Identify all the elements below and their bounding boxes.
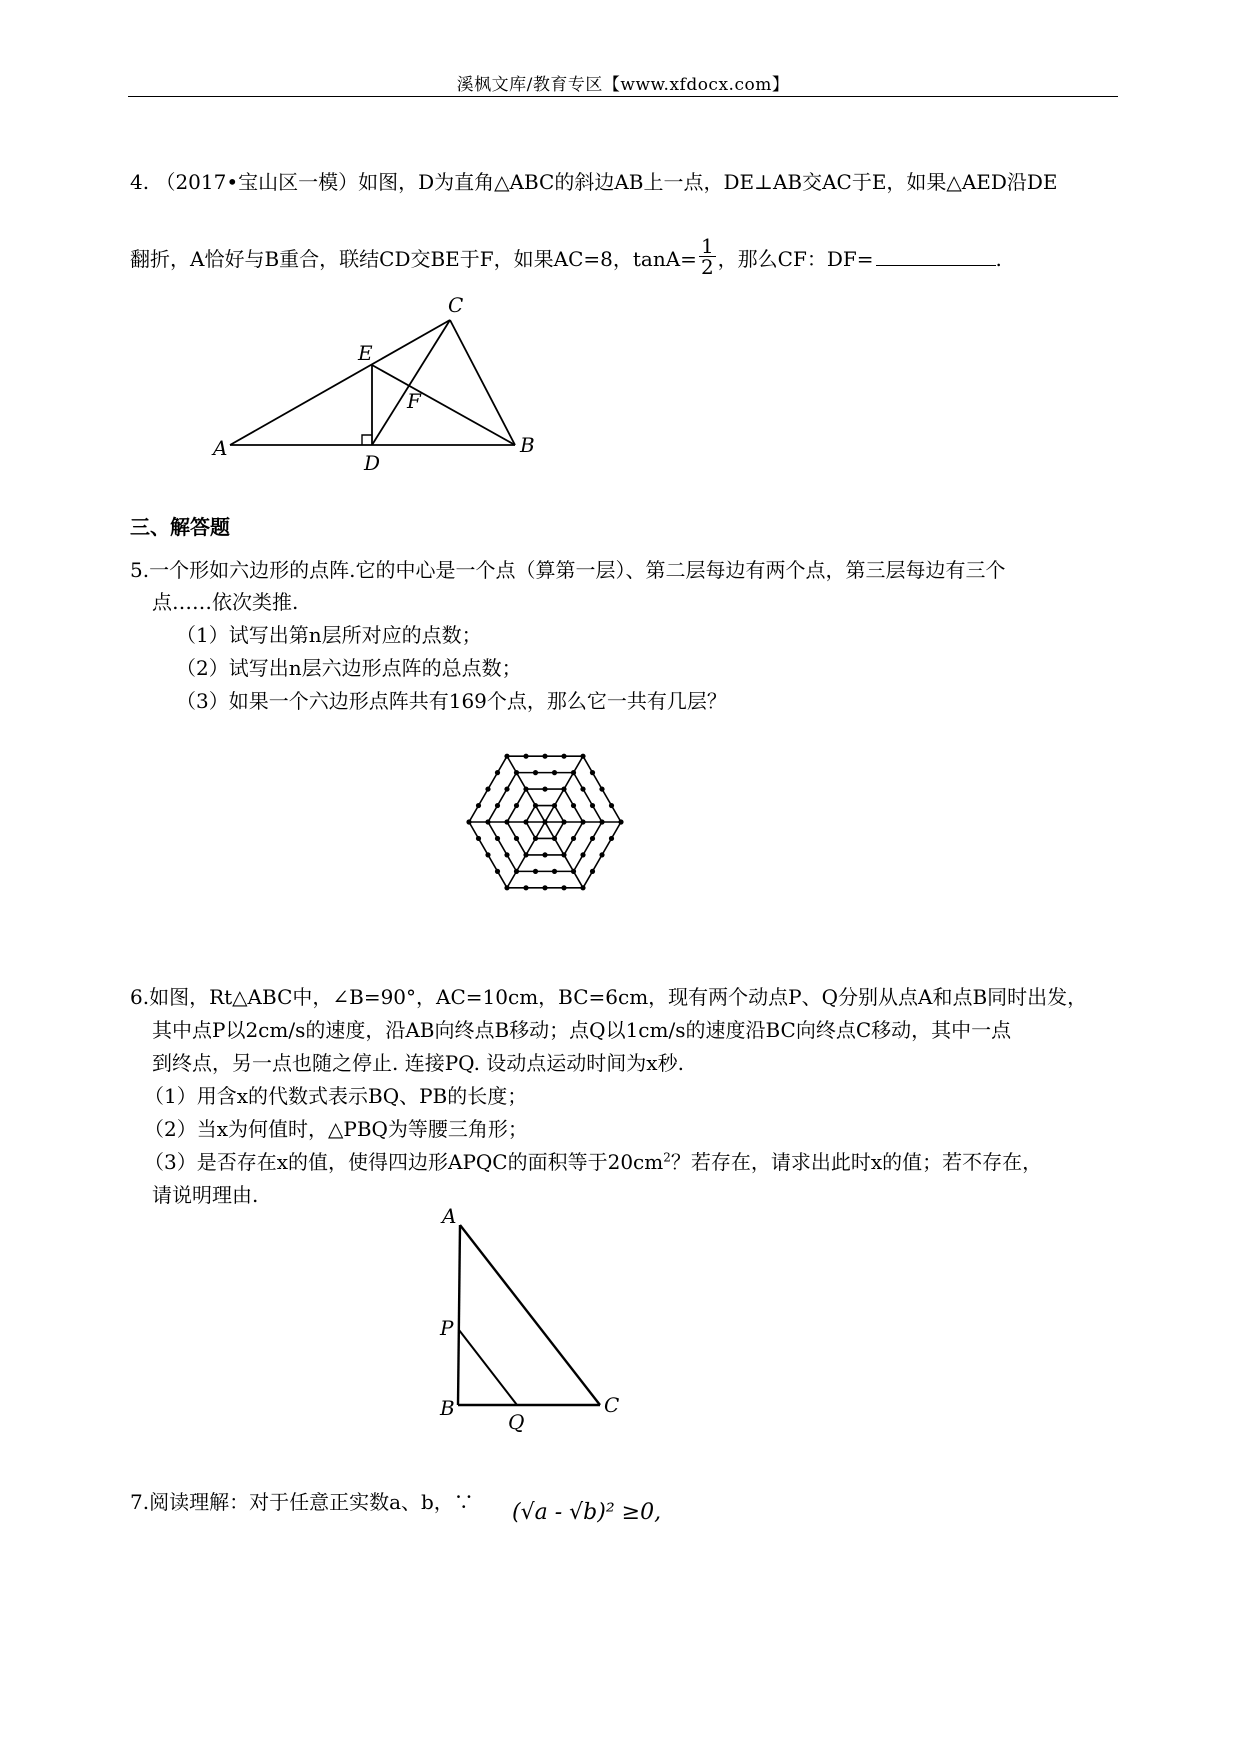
segment-cd	[372, 320, 450, 445]
fraction-denominator: 2	[700, 255, 714, 279]
lattice-dot	[590, 836, 595, 841]
lattice-dot	[552, 869, 557, 874]
lattice-dot	[580, 754, 585, 759]
lattice-dot	[495, 836, 500, 841]
lattice-dot	[504, 786, 509, 791]
q6-sub2: （2）当x为何值时，△PBQ为等腰三角形；	[144, 1117, 528, 1141]
lattice-dot	[533, 770, 538, 775]
lattice-dot	[542, 852, 547, 857]
lattice-dot	[476, 803, 481, 808]
q5-sub3: （3）如果一个六边形点阵共有169个点，那么它一共有几层？	[176, 689, 727, 713]
segment-pq	[459, 1330, 517, 1405]
q6-sub3	[144, 1150, 1042, 1174]
q6-line-last: 请说明理由.	[152, 1183, 259, 1207]
segment-ab	[458, 1225, 460, 1405]
lattice-dot	[552, 770, 557, 775]
q4-line2-pre: 翻折，A恰好与B重合，联结CD交BE于F，如果AC=8，tanA=	[130, 247, 697, 271]
lattice-dot	[571, 836, 576, 841]
lattice-dot	[618, 819, 623, 824]
q6-line3: 到终点，另一点也随之停止. 连接PQ. 设动点运动时间为x秒.	[152, 1051, 684, 1075]
lattice-dot	[466, 819, 471, 824]
q6-sub3-pre: （3）是否存在x的值，使得四边形APQC的面积等于20cm	[144, 1150, 664, 1174]
lattice-dot	[580, 819, 585, 824]
label-b: B	[440, 1396, 455, 1420]
lattice-dot	[533, 803, 538, 808]
q4-line2-post: ，那么CF：DF=	[717, 247, 874, 271]
header-rule	[128, 96, 1118, 97]
label-e: E	[358, 341, 373, 365]
segment-ac	[460, 1225, 600, 1405]
lattice-dot	[523, 852, 528, 857]
lattice-dot	[599, 786, 604, 791]
lattice-center-dot	[542, 819, 547, 824]
lattice-dot	[485, 786, 490, 791]
q4-line2-end: .	[995, 247, 1002, 271]
lattice-dot	[561, 852, 566, 857]
lattice-dot	[495, 770, 500, 775]
lattice-dot	[561, 786, 566, 791]
lattice-dot	[533, 869, 538, 874]
lattice-dot	[552, 836, 557, 841]
lattice-dot	[504, 819, 509, 824]
q5-sub1: （1）试写出第n层所对应的点数；	[176, 623, 482, 647]
q7-text: 7.阅读理解：对于任意正实数a、b，∵	[130, 1490, 474, 1514]
lattice-dot	[504, 754, 509, 759]
q5-line1: 5.一个形如六边形的点阵.它的中心是一个点（算第一层）、第二层每边有两个点，第三层每边有三个	[130, 558, 1006, 582]
lattice-dot	[552, 803, 557, 808]
lattice-dot	[609, 836, 614, 841]
q6-line2: 其中点P以2cm/s的速度，沿AB向终点B移动；点Q以1cm/s的速度沿BC向终点C移动，其中一点	[152, 1018, 1012, 1042]
lattice-dot	[504, 885, 509, 890]
lattice-dot	[514, 770, 519, 775]
label-p: P	[440, 1316, 454, 1340]
label-b: B	[520, 433, 535, 457]
lattice-dot	[476, 836, 481, 841]
q6-sub3-post: ？若存在，请求出此时x的值；若不存在，	[670, 1150, 1043, 1174]
lattice-dot	[495, 803, 500, 808]
lattice-dot	[561, 754, 566, 759]
q4-line2	[130, 234, 1002, 281]
lattice-dot	[599, 852, 604, 857]
label-q: Q	[508, 1410, 525, 1434]
lattice-dot	[485, 852, 490, 857]
q5-sub2: （2）试写出n层六边形点阵的总点数；	[176, 656, 522, 680]
lattice-dot	[590, 770, 595, 775]
lattice-dot	[495, 869, 500, 874]
lattice-dot	[542, 786, 547, 791]
lattice-dot	[542, 885, 547, 890]
fraction-numerator: 1	[700, 234, 714, 258]
lattice-dot	[514, 869, 519, 874]
lattice-dot	[590, 803, 595, 808]
lattice-dot	[590, 869, 595, 874]
lattice-dot	[571, 803, 576, 808]
lattice-dot	[542, 754, 547, 759]
q6-sub1: （1）用含x的代数式表示BQ、PB的长度；	[144, 1084, 528, 1108]
lattice-dot	[514, 836, 519, 841]
lattice-dot	[561, 885, 566, 890]
q6-line1: 6.如图，Rt△ABC中，∠B=90°，AC=10cm，BC=6cm，现有两个动点P、Q分别从点A和点B同时出发，	[130, 985, 1088, 1009]
label-a: A	[442, 1205, 457, 1228]
page-header: 溪枫文库/教育专区【www.xfdocx.com】	[456, 75, 790, 95]
lattice-dot	[580, 885, 585, 890]
lattice-dot	[571, 869, 576, 874]
segment-ac	[230, 320, 450, 445]
right-angle-mark	[362, 435, 372, 445]
q4-figure	[210, 295, 550, 475]
q6-sub3-sup: 2	[663, 1150, 671, 1165]
lattice-dot	[561, 819, 566, 824]
lattice-dot	[514, 803, 519, 808]
lattice-dot	[523, 885, 528, 890]
lattice-dot	[580, 852, 585, 857]
q6-figure	[430, 1205, 630, 1435]
q5-line2: 点……依次类推.	[152, 590, 299, 614]
lattice-dot	[523, 754, 528, 759]
q4-line1: 4. （2017•宝山区一模）如图，D为直角△ABC的斜边AB上一点，DE⊥AB交AC于E，如果△AED沿DE	[130, 170, 1058, 194]
label-a: A	[213, 436, 228, 460]
lattice-dot	[580, 786, 585, 791]
lattice-dot	[523, 819, 528, 824]
q7-formula: (√a - √b)² ≥0,	[512, 1500, 662, 1525]
label-f: F	[407, 389, 421, 413]
lattice-dot	[523, 786, 528, 791]
tan-fraction	[699, 236, 716, 277]
section-title: 三、解答题	[130, 515, 230, 539]
label-c: C	[604, 1393, 620, 1417]
label-d: D	[364, 451, 381, 475]
lattice-dot	[571, 770, 576, 775]
lattice-dot	[504, 852, 509, 857]
label-c: C	[448, 295, 464, 317]
answer-blank[interactable]	[876, 264, 996, 266]
hexagon-dot-lattice	[430, 725, 680, 925]
lattice-dot	[533, 836, 538, 841]
lattice-dot	[485, 819, 490, 824]
lattice-dot	[609, 803, 614, 808]
lattice-dot	[599, 819, 604, 824]
